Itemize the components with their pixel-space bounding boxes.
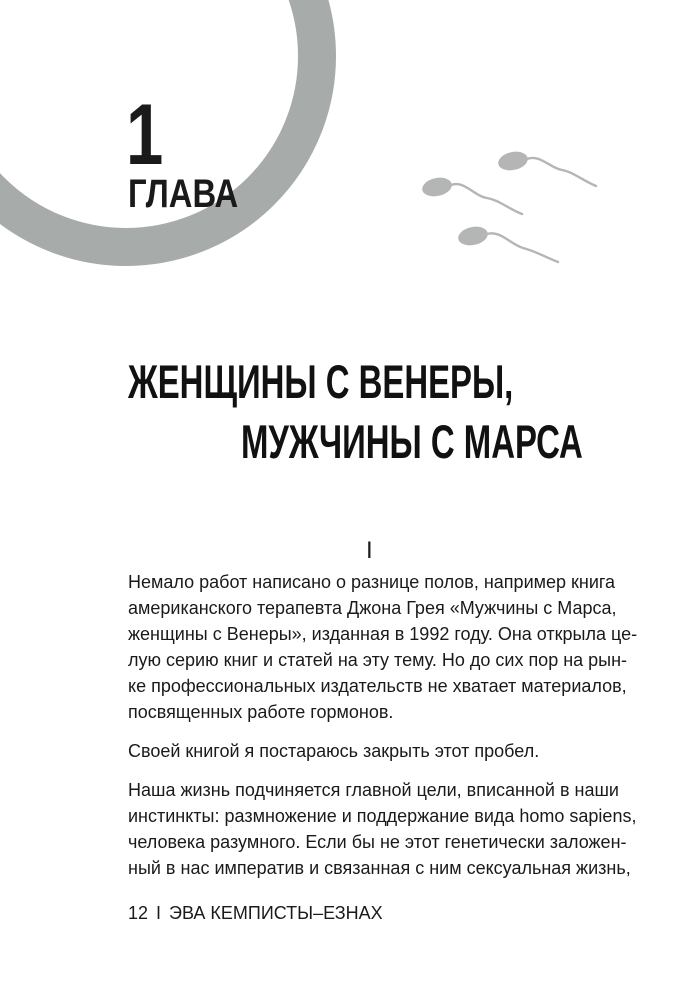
chapter-label: ГЛАВА (128, 172, 239, 216)
page-number: 12 (128, 903, 149, 923)
footer-separator: I (156, 903, 162, 923)
text-line: американского терапевта Джона Грея «Мужчины с Марса, (128, 598, 617, 618)
chapter-title-line-1: ЖЕНЩИНЫ С ВЕНЕРЫ, (128, 355, 514, 408)
page-footer (128, 902, 383, 924)
text-line: женщины с Венеры», изданная в 1992 году. Она открыла це- (128, 624, 638, 644)
chapter-number: 1 (126, 87, 164, 183)
chapter-title-line-2: МУЖЧИНЫ С МАРСА (241, 415, 583, 468)
chapter-ring-decoration (0, 0, 336, 266)
text-line: Наша жизнь подчиняется главной цели, вписанной в наши (128, 780, 619, 800)
text-line: ке профессиональных издательств не хватает материалов, (128, 676, 627, 696)
author-name: ЭВА КЕМПИСТЫ–ЕЗНАХ (169, 903, 383, 923)
paragraph (128, 738, 606, 764)
text-line: Своей книгой я постараюсь закрыть этот пробел. (128, 741, 540, 761)
text-line: лую серию книг и статей на эту тему. Но до сих пор на рын- (128, 650, 628, 670)
section-marker: I (366, 537, 373, 564)
text-line: Немало работ написано о разнице полов, например книга (128, 572, 616, 592)
text-line: человека разумного. Если бы не этот генетически заложен- (128, 832, 627, 852)
sperm-illustration-icon (410, 140, 600, 270)
body-text (128, 569, 638, 894)
text-line: ный в нас императив и связанная с ним сексуальная жизнь, (128, 858, 631, 878)
paragraph (128, 777, 637, 881)
paragraph (128, 569, 638, 725)
text-line: посвященных работе гормонов. (128, 702, 394, 722)
text-line: инстинкты: размножение и поддержание вида homo sapiens, (128, 806, 637, 826)
